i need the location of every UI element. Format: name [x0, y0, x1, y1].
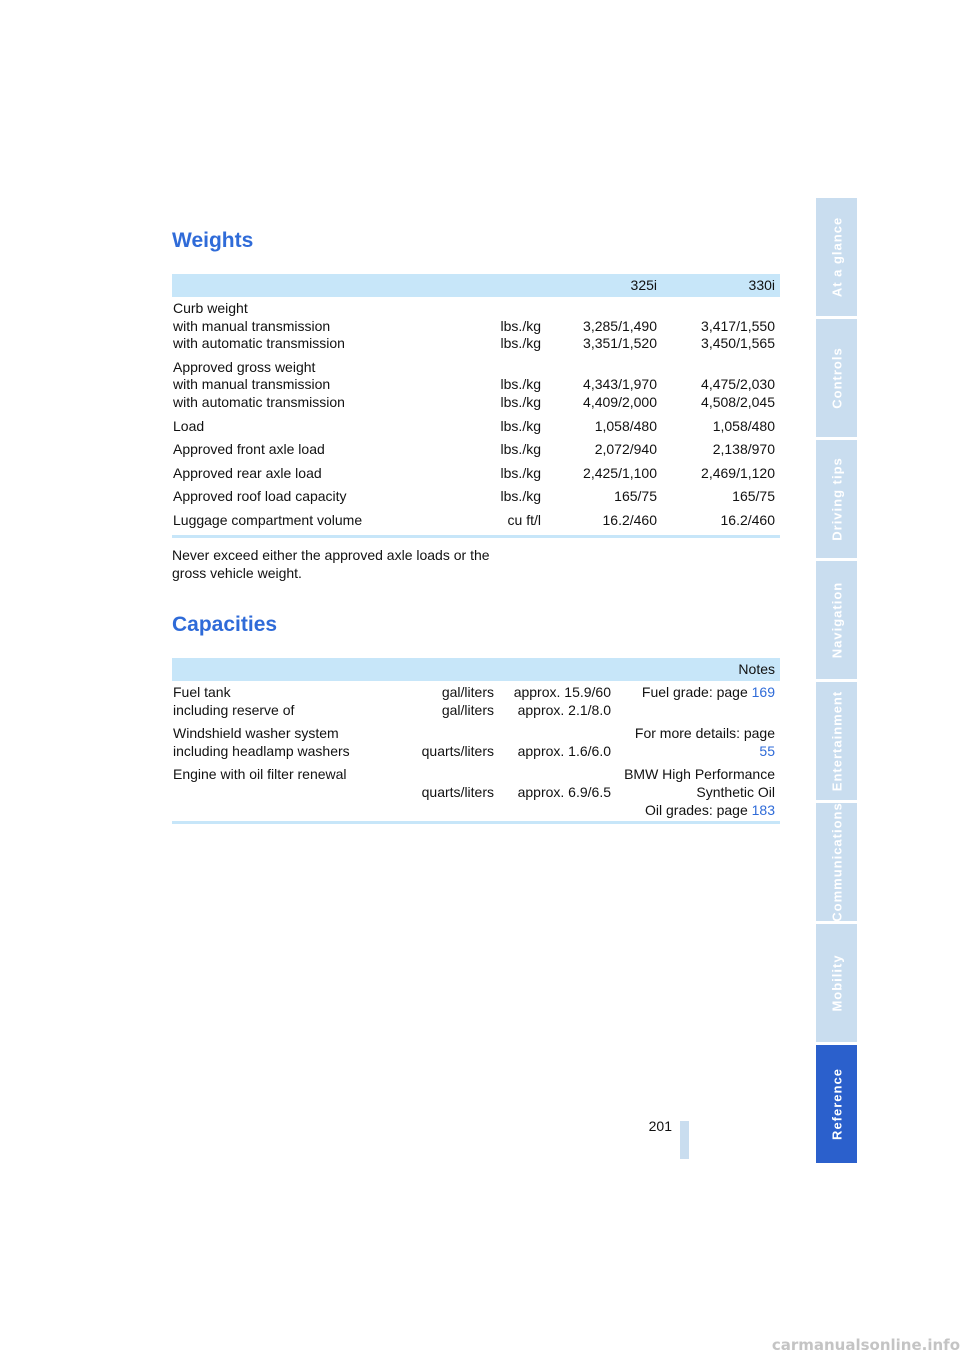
table-row	[172, 681, 780, 722]
capacity-label: Engine with oil filter renewal	[173, 766, 347, 783]
page-number-bar	[680, 1121, 689, 1159]
chapter-tab-label: Driving tips	[829, 457, 844, 541]
chapter-tab-label: Communications	[829, 802, 844, 922]
chapter-tab-label: Reference	[829, 1068, 844, 1140]
chapter-tab-label: Entertainment	[829, 690, 844, 792]
capacity-value: approx. 1.6/6.0	[517, 742, 611, 759]
table-row	[172, 297, 780, 356]
weight-label: Curb weight with manual transmission with automatic transmission	[173, 300, 345, 352]
chapter-tab-label: Controls	[829, 347, 844, 409]
chapter-tab-controls[interactable]	[816, 319, 857, 440]
weights-header-325i: 325i	[630, 276, 657, 293]
weights-header-label	[172, 274, 472, 297]
capacity-note: BMW High Performance Synthetic Oil Oil grades: page 183	[624, 766, 775, 818]
chapter-tab-mobility[interactable]	[816, 924, 857, 1045]
weight-330i-value: 16.2/460	[720, 511, 775, 528]
weight-325i-value: 2,072/940	[594, 441, 657, 458]
table-row	[172, 438, 780, 462]
chapter-tab-navigation[interactable]	[816, 561, 857, 682]
weight-330i-value: 4,475/2,030 4,508/2,045	[701, 376, 775, 410]
capacities-body	[172, 681, 780, 822]
weight-330i-value: 1,058/480	[712, 417, 775, 434]
table-row	[172, 485, 780, 509]
capacities-end-rule	[172, 821, 780, 824]
capacities-title: Capacities	[172, 613, 278, 636]
table-row	[172, 763, 780, 822]
weight-330i-value: 3,417/1,550 3,450/1,565	[701, 317, 775, 352]
weights-header-unit	[472, 274, 546, 297]
weights-header-330i: 330i	[748, 276, 775, 293]
weight-unit: lbs./kg lbs./kg	[500, 317, 541, 352]
weight-325i-value: 2,425/1,100	[583, 464, 657, 481]
weight-unit: lbs./kg	[500, 441, 541, 458]
weight-unit: lbs./kg	[500, 488, 541, 505]
weight-330i-value: 2,138/970	[712, 441, 775, 458]
weights-header-row	[172, 274, 780, 297]
weight-unit: lbs./kg lbs./kg	[500, 376, 541, 410]
watermark: carmanualsonline.info	[771, 1336, 960, 1354]
weight-unit: lbs./kg	[500, 417, 541, 434]
page-reference-link[interactable]: 183	[751, 801, 775, 818]
page-reference-link[interactable]: 169	[751, 684, 775, 700]
weight-325i-value: 1,058/480	[594, 417, 657, 434]
weight-325i-value: 3,285/1,490 3,351/1,520	[583, 317, 657, 352]
chapter-tab-at-a-glance[interactable]	[816, 198, 857, 319]
chapter-tab-reference[interactable]	[816, 1045, 857, 1166]
capacity-unit: quarts/liters	[421, 783, 494, 800]
weight-325i-value: 165/75	[614, 488, 657, 505]
weight-unit: lbs./kg	[500, 464, 541, 481]
table-row	[172, 415, 780, 439]
weight-330i-value: 165/75	[732, 488, 775, 505]
table-row	[172, 356, 780, 415]
table-row	[172, 462, 780, 486]
weights-body	[172, 297, 780, 533]
capacity-value: approx. 15.9/60 approx. 2.1/8.0	[513, 684, 611, 718]
weight-330i-value: 2,469/1,120	[701, 464, 775, 481]
chapter-tab-label: Navigation	[829, 581, 844, 659]
weights-title: Weights	[172, 229, 254, 252]
weight-325i-value: 4,343/1,970 4,409/2,000	[583, 376, 657, 410]
weight-label: Load	[173, 417, 205, 434]
page-number: 201	[648, 1118, 672, 1134]
capacity-unit: gal/liters gal/liters	[441, 684, 494, 718]
capacity-label: Windshield washer system including headlamp washers	[173, 725, 350, 759]
chapter-tab-label: At a glance	[829, 216, 844, 298]
weight-label: Approved front axle load	[173, 441, 325, 458]
weight-label: Approved roof load capacity	[173, 488, 347, 505]
capacities-header-row	[172, 658, 780, 681]
weight-label: Approved gross weight with manual transmission with automatic transmission	[173, 358, 345, 410]
page-reference-link[interactable]: 55	[759, 742, 775, 759]
chapter-tab-driving-tips[interactable]	[816, 440, 857, 561]
capacity-label: Fuel tank including reserve of	[173, 684, 295, 718]
capacities-header-notes: Notes	[738, 660, 775, 677]
capacity-unit: quarts/liters	[421, 742, 494, 759]
weights-note: Never exceed either the approved axle loads or the gross vehicle weight.	[172, 547, 490, 581]
capacities-table	[172, 658, 780, 822]
weight-label: Approved rear axle load	[173, 464, 322, 481]
capacity-note: For more details: page 55	[634, 725, 775, 759]
table-row	[172, 509, 780, 533]
capacity-value: approx. 6.9/6.5	[517, 783, 611, 800]
weights-end-rule	[172, 535, 780, 538]
weights-table	[172, 274, 780, 533]
capacity-note: Fuel grade: page 169	[641, 684, 775, 700]
weight-325i-value: 16.2/460	[602, 511, 657, 528]
weight-label: Luggage compartment volume	[173, 511, 363, 528]
weight-unit: cu ft/l	[507, 511, 541, 528]
chapter-tab-communications[interactable]	[816, 803, 857, 924]
table-row	[172, 722, 780, 763]
chapter-tabs	[816, 198, 857, 1166]
chapter-tab-label: Mobility	[829, 954, 844, 1012]
chapter-tab-entertainment[interactable]	[816, 682, 857, 803]
